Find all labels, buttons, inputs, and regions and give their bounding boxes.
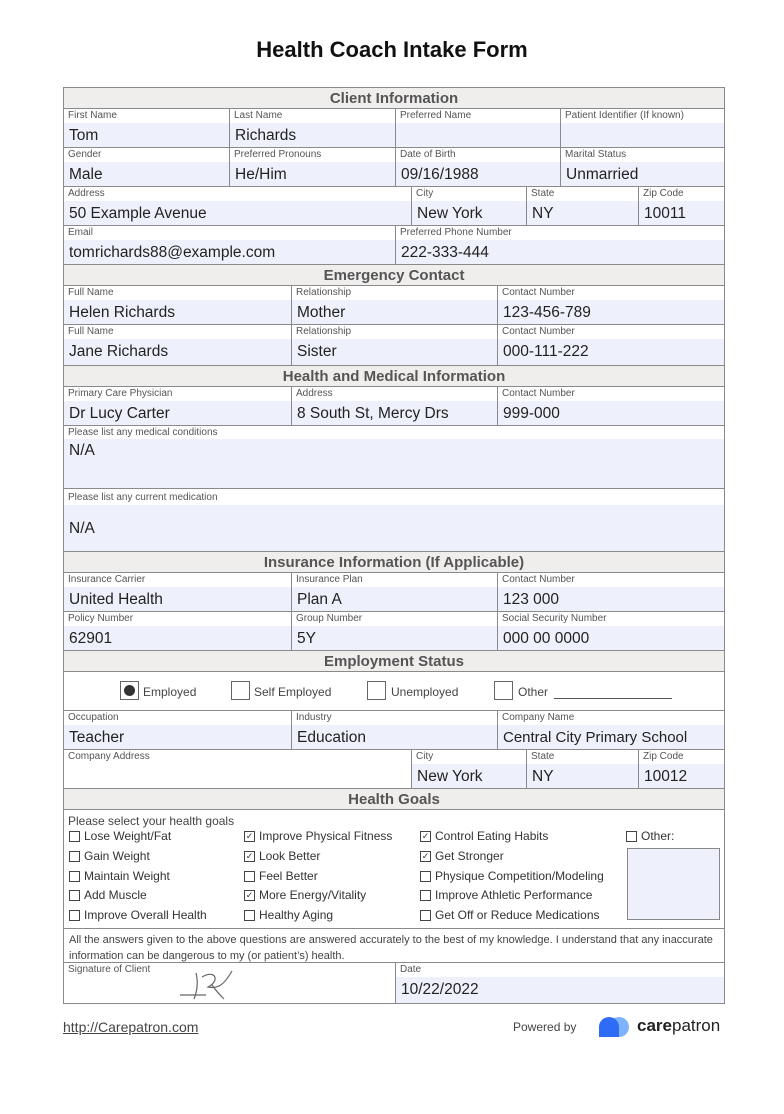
patient-id-cell bbox=[561, 109, 724, 147]
other-label: Other bbox=[518, 685, 549, 699]
group-cell bbox=[292, 612, 498, 650]
goals-area bbox=[64, 810, 724, 929]
ssn-label: Social Security Number bbox=[502, 613, 607, 624]
preferred-name-cell bbox=[396, 109, 561, 147]
last-name-cell bbox=[230, 109, 396, 147]
company-city-field[interactable]: New York bbox=[412, 764, 526, 788]
marital-field[interactable]: Unmarried bbox=[561, 162, 724, 186]
zip-field[interactable]: 10011 bbox=[639, 201, 724, 225]
emergency-rel-label: Relationship bbox=[296, 287, 352, 298]
industry-field[interactable]: Education bbox=[292, 725, 497, 749]
goal-label: Healthy Aging bbox=[259, 908, 334, 922]
selected-dot-icon bbox=[124, 685, 135, 696]
goal-other-field[interactable] bbox=[627, 848, 720, 920]
carrier-cell bbox=[64, 573, 292, 611]
carepatron-brand: carepatron bbox=[637, 1016, 721, 1035]
emergency-row-2 bbox=[64, 325, 724, 366]
conditions-label: Please list any medical conditions bbox=[68, 427, 218, 438]
goal-checkbox-checked[interactable]: ✓ bbox=[421, 831, 430, 841]
address-label: Address bbox=[68, 188, 105, 199]
physician-address-label: Address bbox=[296, 388, 333, 399]
emergency-phone-cell bbox=[498, 325, 724, 365]
client-row-3 bbox=[64, 187, 724, 226]
goal-label: Get Stronger bbox=[435, 849, 504, 863]
signature-image[interactable] bbox=[176, 967, 242, 1001]
declaration-row bbox=[64, 929, 724, 963]
group-label: Group Number bbox=[296, 613, 363, 624]
pronouns-cell bbox=[230, 148, 396, 186]
gender-label: Gender bbox=[68, 149, 102, 160]
other-input-line[interactable] bbox=[554, 698, 672, 699]
state-field[interactable]: NY bbox=[527, 201, 638, 225]
intake-form bbox=[63, 87, 725, 1004]
goal-checkbox-checked[interactable]: ✓ bbox=[245, 851, 254, 861]
preferred-name-field[interactable] bbox=[396, 123, 560, 147]
emergency-name-cell bbox=[64, 325, 292, 365]
state-label: State bbox=[531, 188, 555, 199]
medication-field[interactable]: N/A bbox=[64, 505, 724, 551]
goal-checkbox-checked[interactable]: ✓ bbox=[421, 851, 430, 861]
health-row-1 bbox=[64, 387, 724, 426]
declaration-text: All the answers given to the above questions are answered accurately to the best of my knowledge. I understand that any inaccurate information can be dangerous to my (or patient’s) health. bbox=[69, 934, 713, 962]
emergency-row-1 bbox=[64, 286, 724, 325]
goal-checkbox[interactable] bbox=[420, 871, 431, 882]
goal-checkbox[interactable] bbox=[244, 910, 255, 921]
signature-row bbox=[64, 963, 724, 1003]
goal-checkbox[interactable] bbox=[69, 890, 80, 901]
company-address-cell bbox=[64, 750, 412, 788]
goal-label: Improve Physical Fitness bbox=[259, 829, 393, 843]
goal-other-checkbox[interactable] bbox=[626, 831, 637, 842]
employment-row-1 bbox=[64, 711, 724, 750]
first-name-label: First Name bbox=[68, 110, 117, 121]
goal-label: Maintain Weight bbox=[84, 869, 170, 883]
last-name-label: Last Name bbox=[234, 110, 283, 121]
goal-label: Lose Weight/Fat bbox=[84, 829, 172, 843]
client-row-2 bbox=[64, 148, 724, 187]
plan-cell bbox=[292, 573, 498, 611]
industry-label: Industry bbox=[296, 712, 332, 723]
patient-id-label: Patient Identifier (If known) bbox=[565, 110, 684, 121]
zip-cell bbox=[639, 187, 724, 225]
date-field[interactable]: 10/22/2022 bbox=[396, 977, 724, 1003]
gender-field[interactable]: Male bbox=[64, 162, 229, 186]
preferred-name-label: Preferred Name bbox=[400, 110, 472, 121]
physician-label: Primary Care Physician bbox=[68, 388, 173, 399]
state-cell bbox=[527, 187, 639, 225]
policy-cell bbox=[64, 612, 292, 650]
insurance-phone-field[interactable]: 123 000 bbox=[498, 587, 724, 611]
goal-checkbox-checked[interactable]: ✓ bbox=[245, 831, 254, 841]
self-employed-checkbox[interactable] bbox=[231, 681, 250, 700]
company-field[interactable]: Central City Primary School bbox=[498, 725, 724, 749]
physician-field[interactable]: Dr Lucy Carter bbox=[64, 401, 291, 425]
self-employed-label: Self Employed bbox=[254, 685, 332, 699]
goal-checkbox-checked[interactable]: ✓ bbox=[245, 890, 254, 900]
employment-options-row bbox=[64, 672, 724, 711]
section-emergency-contact: Emergency Contact bbox=[64, 265, 724, 286]
ssn-field[interactable]: 000 00 0000 bbox=[498, 626, 724, 650]
company-state-cell bbox=[527, 750, 639, 788]
medication-cell bbox=[64, 489, 724, 551]
company-city-cell bbox=[412, 750, 527, 788]
date-cell bbox=[396, 963, 724, 1003]
pronouns-label: Preferred Pronouns bbox=[234, 149, 322, 160]
insurance-phone-cell bbox=[498, 573, 724, 611]
emergency-phone-field[interactable]: 123-456-789 bbox=[498, 300, 724, 324]
carepatron-logo-icon bbox=[597, 1015, 633, 1039]
emergency-phone-label: Contact Number bbox=[502, 326, 575, 337]
physician-phone-field[interactable]: 999-000 bbox=[498, 401, 724, 425]
last-name-field[interactable]: Richards bbox=[230, 123, 395, 147]
city-cell bbox=[412, 187, 527, 225]
emergency-rel-field[interactable]: Sister bbox=[292, 339, 497, 365]
insurance-row-2 bbox=[64, 612, 724, 651]
goal-checkbox[interactable] bbox=[69, 910, 80, 921]
dob-field[interactable]: 09/16/1988 bbox=[396, 162, 560, 186]
address-field[interactable]: 50 Example Avenue bbox=[64, 201, 411, 225]
medication-row bbox=[64, 489, 724, 552]
physician-cell bbox=[64, 387, 292, 425]
company-zip-label: Zip Code bbox=[643, 751, 684, 762]
occupation-field[interactable]: Teacher bbox=[64, 725, 291, 749]
dob-label: Date of Birth bbox=[400, 149, 456, 160]
policy-field[interactable]: 62901 bbox=[64, 626, 291, 650]
physician-phone-label: Contact Number bbox=[502, 388, 575, 399]
goal-label: Get Off or Reduce Medications bbox=[435, 908, 600, 922]
plan-label: Insurance Plan bbox=[296, 574, 363, 585]
patient-id-field[interactable] bbox=[561, 123, 724, 147]
physician-address-field[interactable]: 8 South St, Mercy Drs bbox=[292, 401, 497, 425]
goal-other-label: Other: bbox=[641, 829, 675, 843]
emergency-phone-cell bbox=[498, 286, 724, 324]
section-client-information: Client Information bbox=[64, 88, 724, 109]
goal-checkbox[interactable] bbox=[69, 851, 80, 862]
company-state-label: State bbox=[531, 751, 555, 762]
phone-field[interactable]: 222-333-444 bbox=[396, 240, 724, 264]
marital-label: Marital Status bbox=[565, 149, 627, 160]
goal-checkbox[interactable] bbox=[69, 831, 80, 842]
goal-label: More Energy/Vitality bbox=[259, 888, 367, 902]
occupation-label: Occupation bbox=[68, 712, 119, 723]
first-name-field[interactable]: Tom bbox=[64, 123, 229, 147]
goals-prompt: Please select your health goals bbox=[68, 814, 235, 828]
employed-radio[interactable] bbox=[120, 681, 139, 700]
conditions-field[interactable]: N/A bbox=[64, 439, 724, 488]
signature-label: Signature of Client bbox=[68, 964, 151, 975]
zip-label: Zip Code bbox=[643, 188, 684, 199]
company-label: Company Name bbox=[502, 712, 575, 723]
marital-cell bbox=[561, 148, 724, 186]
occupation-cell bbox=[64, 711, 292, 749]
emergency-rel-field[interactable]: Mother bbox=[292, 300, 497, 324]
group-field[interactable]: 5Y bbox=[292, 626, 497, 650]
unemployed-checkbox[interactable] bbox=[367, 681, 386, 700]
dob-cell bbox=[396, 148, 561, 186]
goal-label: Improve Overall Health bbox=[84, 908, 207, 922]
employment-row-2 bbox=[64, 750, 724, 789]
emergency-name-label: Full Name bbox=[68, 326, 114, 337]
goal-label: Feel Better bbox=[259, 869, 318, 883]
unemployed-label: Unemployed bbox=[391, 685, 459, 699]
carrier-label: Insurance Carrier bbox=[68, 574, 146, 585]
ssn-cell bbox=[498, 612, 724, 650]
emergency-name-cell bbox=[64, 286, 292, 324]
phone-label: Preferred Phone Number bbox=[400, 227, 512, 238]
carrier-field[interactable]: United Health bbox=[64, 587, 291, 611]
gender-cell bbox=[64, 148, 230, 186]
plan-field[interactable]: Plan A bbox=[292, 587, 497, 611]
emergency-rel-cell bbox=[292, 286, 498, 324]
company-address-label: Company Address bbox=[68, 751, 150, 762]
insurance-phone-label: Contact Number bbox=[502, 574, 575, 585]
date-label: Date bbox=[400, 964, 422, 975]
medication-label: Please list any current medication bbox=[68, 492, 218, 503]
goal-checkbox[interactable] bbox=[69, 871, 80, 882]
phone-cell bbox=[396, 226, 724, 264]
city-field[interactable]: New York bbox=[412, 201, 526, 225]
emergency-name-field[interactable]: Jane Richards bbox=[64, 339, 291, 365]
physician-address-cell bbox=[292, 387, 498, 425]
goal-label: Improve Athletic Performance bbox=[435, 888, 593, 902]
industry-cell bbox=[292, 711, 498, 749]
goal-checkbox[interactable] bbox=[244, 871, 255, 882]
goal-label: Physique Competition/Modeling bbox=[435, 869, 604, 883]
goal-label: Look Better bbox=[259, 849, 321, 863]
section-health-medical: Health and Medical Information bbox=[64, 366, 724, 387]
address-cell bbox=[64, 187, 412, 225]
section-health-goals: Health Goals bbox=[64, 789, 724, 810]
emergency-phone-field[interactable]: 000-111-222 bbox=[498, 339, 724, 365]
goal-label: Add Muscle bbox=[84, 888, 147, 902]
pronouns-field[interactable]: He/Him bbox=[230, 162, 395, 186]
company-state-field[interactable]: NY bbox=[527, 764, 638, 788]
client-row-4 bbox=[64, 226, 724, 265]
city-label: City bbox=[416, 188, 434, 199]
goal-checkbox[interactable] bbox=[420, 890, 431, 901]
conditions-row bbox=[64, 426, 724, 489]
powered-by-text: Powered by bbox=[513, 1020, 577, 1034]
emergency-name-field[interactable]: Helen Richards bbox=[64, 300, 291, 324]
email-cell bbox=[64, 226, 396, 264]
company-cell bbox=[498, 711, 724, 749]
signature-cell bbox=[64, 963, 396, 1003]
email-field[interactable]: tomrichards88@example.com bbox=[64, 240, 395, 264]
conditions-cell bbox=[64, 426, 724, 488]
emergency-rel-label: Relationship bbox=[296, 326, 352, 337]
goal-label: Gain Weight bbox=[84, 849, 150, 863]
emergency-name-label: Full Name bbox=[68, 287, 114, 298]
first-name-cell bbox=[64, 109, 230, 147]
physician-phone-cell bbox=[498, 387, 724, 425]
email-label: Email bbox=[68, 227, 94, 238]
carepatron-link[interactable]: http://Carepatron.com bbox=[63, 1019, 199, 1035]
goal-checkbox[interactable] bbox=[420, 910, 431, 921]
section-employment: Employment Status bbox=[64, 651, 724, 672]
company-city-label: City bbox=[416, 751, 434, 762]
policy-label: Policy Number bbox=[68, 613, 134, 624]
emergency-rel-cell bbox=[292, 325, 498, 365]
emergency-phone-label: Contact Number bbox=[502, 287, 575, 298]
other-checkbox[interactable] bbox=[494, 681, 513, 700]
employed-label: Employed bbox=[143, 685, 197, 699]
form-title: Health Coach Intake Form bbox=[256, 37, 528, 62]
goal-label: Control Eating Habits bbox=[435, 829, 549, 843]
insurance-row-1 bbox=[64, 573, 724, 612]
section-insurance: Insurance Information (If Applicable) bbox=[64, 552, 724, 573]
company-zip-field[interactable]: 10012 bbox=[639, 764, 724, 788]
company-zip-cell bbox=[639, 750, 724, 788]
client-row-1 bbox=[64, 109, 724, 148]
company-address-field[interactable] bbox=[64, 764, 411, 788]
